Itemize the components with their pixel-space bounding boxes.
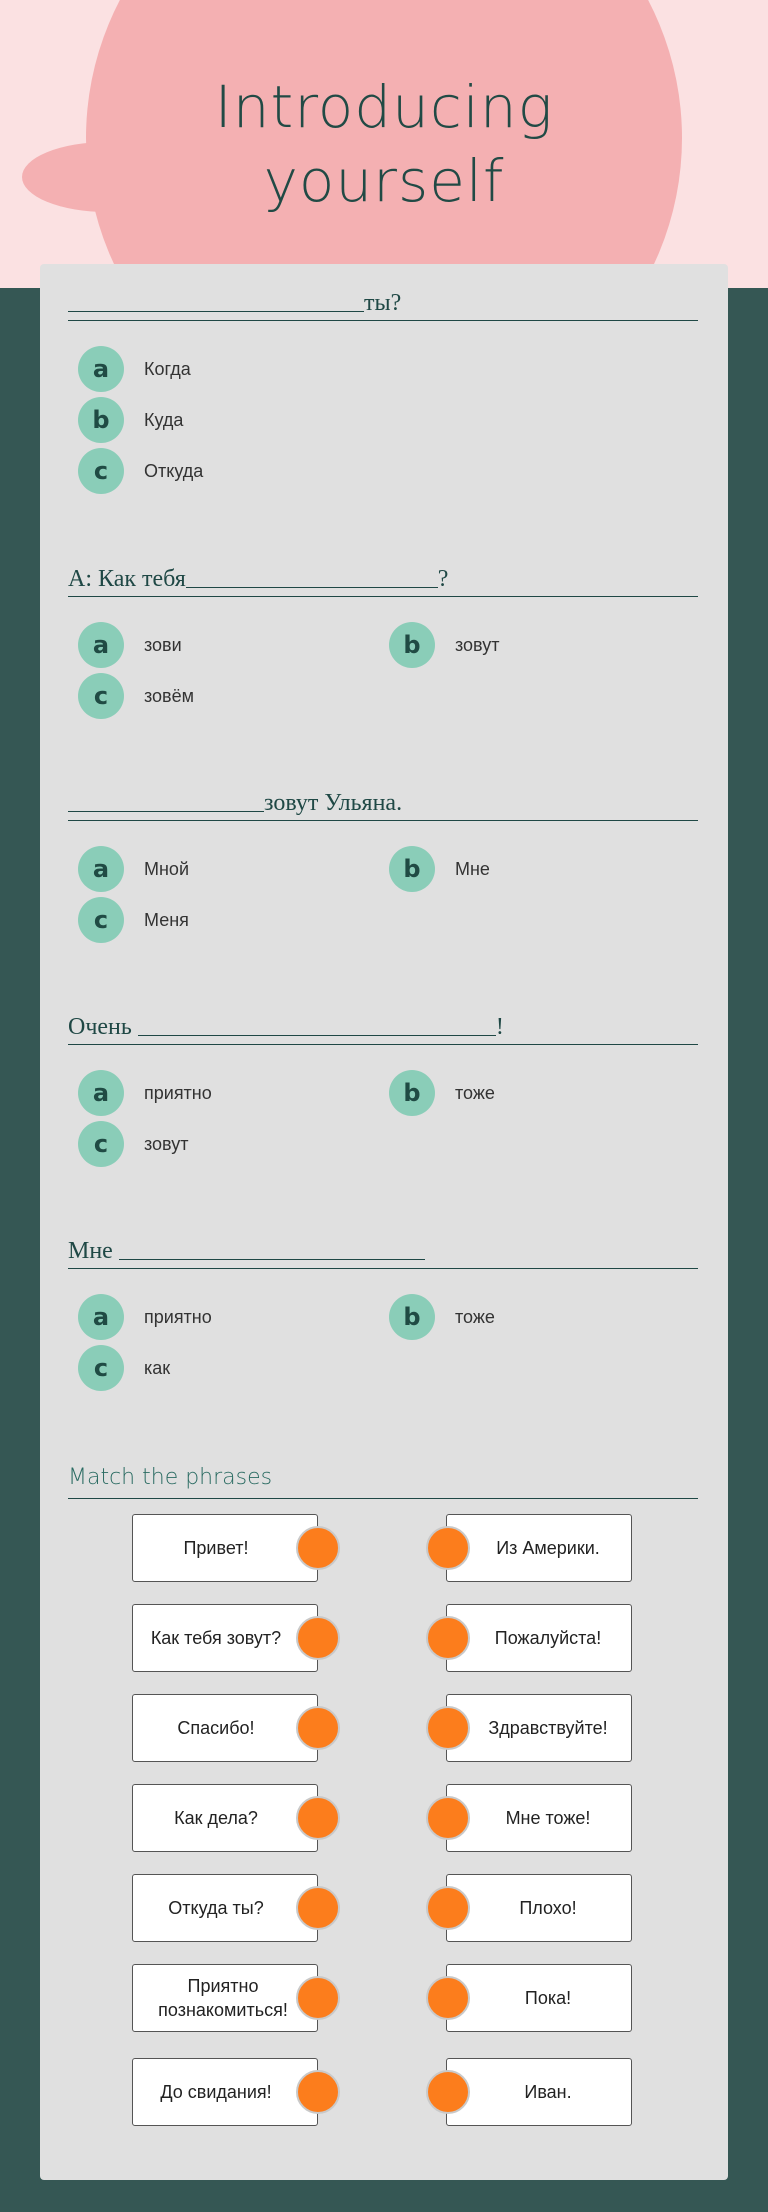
option-label: зови [144,634,182,655]
match-right-item[interactable]: Пока! [446,1964,632,2032]
question-prefix: Мне [68,1238,119,1264]
match-left-connector-dot[interactable] [296,1886,340,1930]
option-c[interactable] [78,448,203,494]
match-right-connector-dot[interactable] [426,1616,470,1660]
option-letter-badge: b [389,1070,435,1116]
answer-blank [68,789,264,812]
answer-blank [68,289,364,312]
match-left-item[interactable]: Спасибо! [132,1694,318,1762]
question-2 [68,562,698,597]
option-letter-badge: b [389,1294,435,1340]
answer-blank [119,1237,425,1260]
option-label: Меня [144,909,189,930]
page-title [0,70,768,218]
option-c[interactable] [78,673,194,719]
question-1-prompt [68,286,698,321]
option-label: как [144,1357,171,1378]
question-suffix: ? [437,566,449,592]
option-b[interactable] [389,1294,495,1340]
answer-blank [138,1013,496,1036]
question-3 [68,786,698,821]
match-left-item[interactable]: Приятно познакомиться! [132,1964,318,2032]
option-label: зовём [144,685,195,706]
option-a[interactable] [78,1294,212,1340]
question-3-prompt [68,786,698,821]
question-4 [68,1010,698,1045]
option-label: приятно [144,1306,212,1327]
match-left-connector-dot[interactable] [296,1976,340,2020]
option-letter-badge: b [389,622,435,668]
option-a[interactable] [78,846,189,892]
option-b[interactable] [78,397,183,443]
match-right-connector-dot[interactable] [426,1886,470,1930]
option-a[interactable] [78,1070,212,1116]
answer-blank [186,565,438,588]
option-letter-badge: c [78,448,124,494]
question-suffix: зовут Ульяна. [264,790,403,816]
option-letter-badge: c [78,1121,124,1167]
worksheet-card [40,264,728,2180]
page-title-line2: yourself [263,147,505,215]
match-right-connector-dot[interactable] [426,1976,470,2020]
hero-header [0,0,768,288]
match-section-title: Match the phrases [68,1458,698,1499]
option-label: Откуда [144,460,204,481]
option-label: зовут [144,1133,189,1154]
option-label: тоже [455,1082,495,1103]
option-c[interactable] [78,897,189,943]
match-left-connector-dot[interactable] [296,1796,340,1840]
question-suffix: ! [495,1014,504,1040]
option-letter-badge: c [78,897,124,943]
match-left-item[interactable]: Как дела? [132,1784,318,1852]
option-c[interactable] [78,1345,170,1391]
option-a[interactable] [78,346,191,392]
option-letter-badge: a [78,622,124,668]
option-label: тоже [455,1306,495,1327]
match-left-connector-dot[interactable] [296,1706,340,1750]
match-right-connector-dot[interactable] [426,2070,470,2114]
option-b[interactable] [389,846,490,892]
question-5 [68,1234,698,1269]
option-a[interactable] [78,622,182,668]
option-letter-badge: c [78,1345,124,1391]
question-prefix: Очень [68,1014,138,1040]
option-letter-badge: c [78,673,124,719]
question-4-prompt [68,1010,698,1045]
match-right-connector-dot[interactable] [426,1796,470,1840]
match-right-item[interactable]: Из Америки. [446,1514,632,1582]
match-left-item[interactable]: Как тебя зовут? [132,1604,318,1672]
option-b[interactable] [389,622,499,668]
match-right-item[interactable]: Здравствуйте! [446,1694,632,1762]
option-letter-badge: a [78,1294,124,1340]
option-letter-badge: b [78,397,124,443]
option-letter-badge: b [389,846,435,892]
question-5-prompt [68,1234,698,1269]
option-label: Куда [144,409,184,430]
match-right-item[interactable]: Иван. [446,2058,632,2126]
option-label: зовут [455,634,500,655]
option-label: Мной [144,858,189,879]
match-left-connector-dot[interactable] [296,1616,340,1660]
match-left-item[interactable]: Откуда ты? [132,1874,318,1942]
question-1 [68,286,698,321]
match-right-item[interactable]: Мне тоже! [446,1784,632,1852]
match-right-connector-dot[interactable] [426,1706,470,1750]
question-2-prompt [68,562,698,597]
option-letter-badge: a [78,346,124,392]
match-left-connector-dot[interactable] [296,1526,340,1570]
question-suffix: ты? [364,290,402,316]
question-prefix: A: Как тебя [68,566,186,592]
match-left-item[interactable]: Привет! [132,1514,318,1582]
match-left-connector-dot[interactable] [296,2070,340,2114]
option-b[interactable] [389,1070,495,1116]
option-letter-badge: a [78,1070,124,1116]
match-left-item[interactable]: До свидания! [132,2058,318,2126]
match-right-connector-dot[interactable] [426,1526,470,1570]
match-right-item[interactable]: Пожалуйста! [446,1604,632,1672]
option-label: Мне [455,858,490,879]
option-label: Когда [144,358,191,379]
option-c[interactable] [78,1121,188,1167]
match-right-item[interactable]: Плохо! [446,1874,632,1942]
option-label: приятно [144,1082,212,1103]
option-letter-badge: a [78,846,124,892]
page-title-line1: Introducing [214,73,554,141]
